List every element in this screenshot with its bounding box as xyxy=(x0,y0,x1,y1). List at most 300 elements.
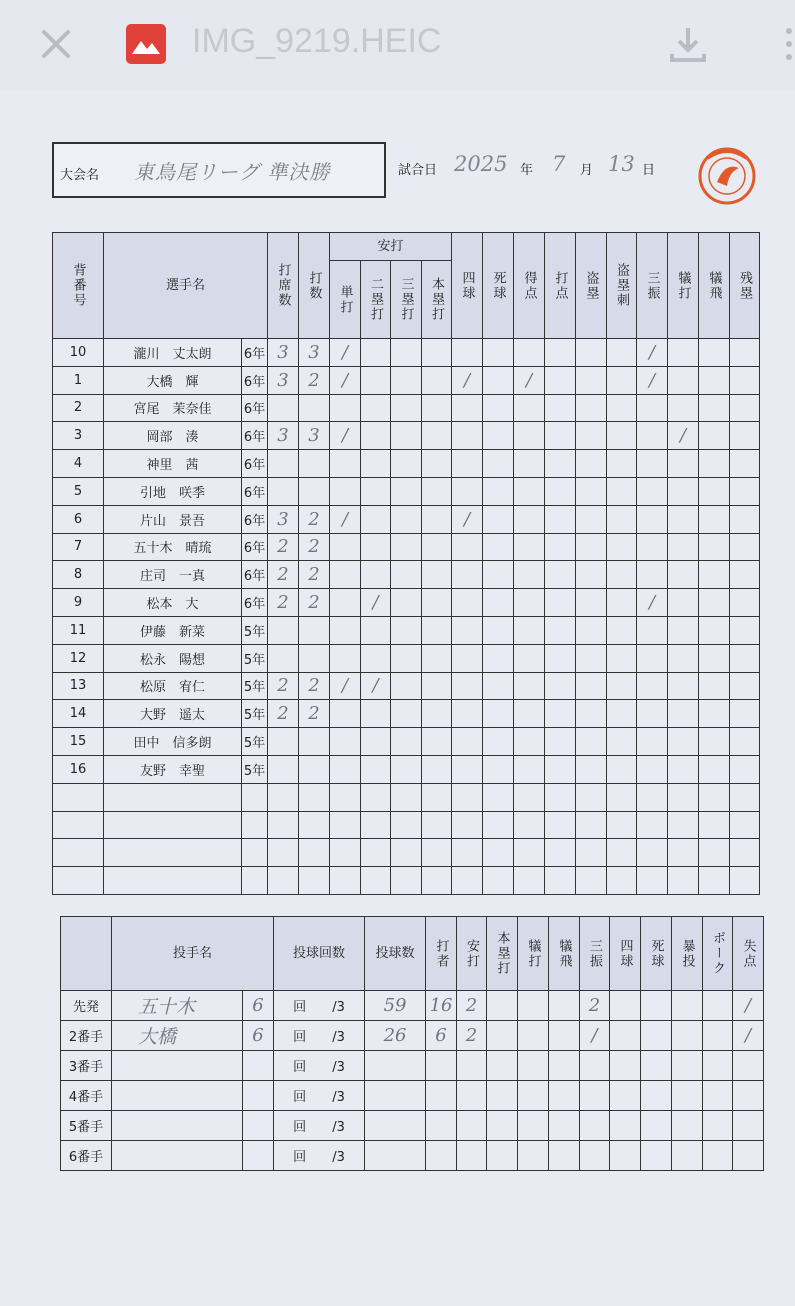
stat-cell xyxy=(607,505,637,533)
pitcher-number: 6 xyxy=(243,1021,274,1051)
stat-cell xyxy=(607,589,637,617)
tournament-name-box xyxy=(52,142,386,198)
stat-cell xyxy=(637,783,668,811)
stat-cell xyxy=(330,450,361,478)
stat-cell xyxy=(514,700,545,728)
stat-cell xyxy=(422,867,452,895)
stat-cell xyxy=(545,672,576,700)
stat-cell xyxy=(391,755,422,783)
stat-cell: / xyxy=(580,1021,610,1051)
jersey-number: 6 xyxy=(53,505,104,533)
stat-cell: / xyxy=(452,366,483,394)
jersey-number: 16 xyxy=(53,755,104,783)
stat-cell xyxy=(361,755,391,783)
inning-unit: 回 xyxy=(293,1090,307,1105)
stat-cell xyxy=(545,867,576,895)
jersey-number xyxy=(53,839,104,867)
stat-cell xyxy=(391,533,422,561)
stat-cell xyxy=(483,867,514,895)
stat-cell xyxy=(514,755,545,783)
stat-cell xyxy=(637,394,668,422)
stat-cell xyxy=(518,1111,549,1141)
jersey-number: 15 xyxy=(53,728,104,756)
stat-cell xyxy=(545,366,576,394)
stat-cell xyxy=(699,505,730,533)
stat-cell xyxy=(637,672,668,700)
table-row xyxy=(53,477,760,505)
stat-cell xyxy=(668,477,699,505)
stat-cell xyxy=(637,644,668,672)
player-name: 友野 幸聖 xyxy=(104,755,242,783)
stat-cell xyxy=(703,1111,733,1141)
player-name: 松永 陽想 xyxy=(104,644,242,672)
stat-cell xyxy=(483,672,514,700)
stat-cell xyxy=(576,728,607,756)
stat-cell xyxy=(545,394,576,422)
header-sac: 犠打 xyxy=(668,233,699,339)
stat-cell xyxy=(730,644,760,672)
stat-cell xyxy=(452,755,483,783)
stat-cell: / xyxy=(330,366,361,394)
stat-cell xyxy=(514,589,545,617)
player-name: 引地 咲季 xyxy=(104,477,242,505)
stat-cell xyxy=(549,1081,580,1111)
pitcher-number xyxy=(243,1141,274,1171)
stat-cell xyxy=(422,450,452,478)
player-grade xyxy=(242,867,268,895)
stat-cell xyxy=(514,450,545,478)
stat-cell xyxy=(576,755,607,783)
stat-cell xyxy=(703,1021,733,1051)
stat-cell xyxy=(514,616,545,644)
stat-cell xyxy=(330,561,361,589)
stat-cell xyxy=(361,450,391,478)
stat-cell xyxy=(361,533,391,561)
stat-cell xyxy=(457,1081,487,1111)
stat-cell xyxy=(576,811,607,839)
stat-cell: 2 xyxy=(268,533,299,561)
header-cs: 盗塁刺 xyxy=(607,233,637,339)
stat-cell xyxy=(637,422,668,450)
innings-pitched xyxy=(274,1081,365,1111)
jersey-number: 5 xyxy=(53,477,104,505)
stat-cell xyxy=(452,783,483,811)
stat-cell xyxy=(668,672,699,700)
stat-cell xyxy=(637,700,668,728)
stat-cell xyxy=(361,839,391,867)
stat-cell xyxy=(487,991,518,1021)
table-row xyxy=(53,644,760,672)
stat-cell xyxy=(699,728,730,756)
jersey-number: 7 xyxy=(53,533,104,561)
stat-cell xyxy=(607,450,637,478)
stat-cell xyxy=(268,839,299,867)
date-day-unit: 日 xyxy=(642,163,656,178)
stat-cell xyxy=(668,561,699,589)
player-name: 大橋 輝 xyxy=(104,366,242,394)
header-walk: 四球 xyxy=(452,233,483,339)
table-row xyxy=(53,533,760,561)
jersey-number: 9 xyxy=(53,589,104,617)
stat-cell xyxy=(637,561,668,589)
stat-cell xyxy=(730,366,760,394)
stat-cell xyxy=(607,561,637,589)
stat-cell xyxy=(580,1051,610,1081)
stat-cell xyxy=(457,1141,487,1171)
stat-cell: 6 xyxy=(426,1021,457,1051)
header-bf: 打者 xyxy=(426,917,457,991)
stat-cell xyxy=(452,644,483,672)
out-unit: /3 xyxy=(332,1060,345,1075)
table-row xyxy=(53,728,760,756)
stat-cell xyxy=(545,755,576,783)
stat-cell xyxy=(452,422,483,450)
table-row xyxy=(53,867,760,895)
pitcher-number xyxy=(243,1111,274,1141)
stat-cell xyxy=(391,561,422,589)
stat-cell xyxy=(699,700,730,728)
stat-cell xyxy=(576,839,607,867)
pitcher-name xyxy=(112,1081,243,1111)
stat-cell xyxy=(607,533,637,561)
stat-cell xyxy=(518,1081,549,1111)
stat-cell xyxy=(668,783,699,811)
stat-cell xyxy=(483,561,514,589)
stat-cell xyxy=(641,1081,672,1111)
stat-cell xyxy=(730,839,760,867)
stat-cell xyxy=(391,422,422,450)
stat-cell xyxy=(699,589,730,617)
stat-cell xyxy=(699,477,730,505)
jersey-number: 4 xyxy=(53,450,104,478)
stat-cell xyxy=(361,561,391,589)
stat-cell xyxy=(699,422,730,450)
header-role xyxy=(61,917,112,991)
table-row xyxy=(53,755,760,783)
stat-cell xyxy=(545,561,576,589)
stat-cell xyxy=(422,394,452,422)
stat-cell xyxy=(699,644,730,672)
stat-cell xyxy=(668,839,699,867)
stat-cell xyxy=(391,839,422,867)
header-hbp: 死球 xyxy=(483,233,514,339)
pitcher-role: 先発 xyxy=(61,991,112,1021)
stat-cell xyxy=(483,339,514,367)
stat-cell xyxy=(607,839,637,867)
stat-cell xyxy=(268,755,299,783)
stat-cell xyxy=(483,783,514,811)
stat-cell xyxy=(483,450,514,478)
stat-cell xyxy=(580,1141,610,1171)
stat-cell xyxy=(268,867,299,895)
stat-cell xyxy=(426,1081,457,1111)
stat-cell xyxy=(545,589,576,617)
pitcher-number xyxy=(243,1051,274,1081)
stat-cell xyxy=(422,755,452,783)
stat-cell xyxy=(576,533,607,561)
stat-cell xyxy=(699,672,730,700)
player-grade xyxy=(242,811,268,839)
stat-cell xyxy=(730,422,760,450)
stat-cell xyxy=(610,1051,641,1081)
innings-pitched xyxy=(274,1111,365,1141)
stat-cell: 2 xyxy=(268,700,299,728)
stat-cell xyxy=(422,505,452,533)
stat-cell xyxy=(607,616,637,644)
stat-cell xyxy=(699,339,730,367)
stat-cell: 2 xyxy=(299,366,330,394)
innings-pitched xyxy=(274,1021,365,1051)
stat-cell xyxy=(549,1141,580,1171)
header-ab: 打数 xyxy=(299,233,330,339)
stat-cell xyxy=(514,561,545,589)
player-grade: 5年 xyxy=(242,672,268,700)
stat-cell xyxy=(391,394,422,422)
download-icon[interactable] xyxy=(668,24,708,64)
stat-cell xyxy=(703,1141,733,1171)
stat-cell xyxy=(514,505,545,533)
stat-cell xyxy=(422,339,452,367)
header-player: 選手名 xyxy=(104,233,268,339)
stat-cell xyxy=(668,755,699,783)
header-triple: 三塁打 xyxy=(391,261,422,339)
header-rbi: 打点 xyxy=(545,233,576,339)
out-unit: /3 xyxy=(332,1120,345,1135)
player-name: 瀧川 丈太朗 xyxy=(104,339,242,367)
stat-cell xyxy=(514,783,545,811)
batting-table xyxy=(52,232,760,895)
stat-cell xyxy=(514,422,545,450)
stat-cell xyxy=(576,867,607,895)
player-name xyxy=(104,839,242,867)
stat-cell xyxy=(483,366,514,394)
header-innings: 投球回数 xyxy=(274,917,365,991)
pitcher-name xyxy=(112,1111,243,1141)
stat-cell xyxy=(330,477,361,505)
stat-cell xyxy=(730,700,760,728)
pitcher-name: 大橋 xyxy=(112,1021,243,1051)
player-name: 田中 信多朗 xyxy=(104,728,242,756)
stat-cell xyxy=(637,450,668,478)
stat-cell xyxy=(268,644,299,672)
stat-cell xyxy=(361,339,391,367)
stat-cell xyxy=(607,644,637,672)
close-icon[interactable] xyxy=(36,24,76,64)
viewer-toolbar xyxy=(0,0,795,90)
stat-cell: 2 xyxy=(299,561,330,589)
stat-cell xyxy=(330,867,361,895)
stat-cell xyxy=(452,616,483,644)
header-p-sf: 犠飛 xyxy=(549,917,580,991)
stat-cell xyxy=(549,991,580,1021)
stat-cell xyxy=(545,450,576,478)
stat-cell xyxy=(299,616,330,644)
stat-cell: / xyxy=(637,339,668,367)
stat-cell: 2 xyxy=(299,533,330,561)
pitcher-role: 2番手 xyxy=(61,1021,112,1051)
stat-cell: 3 xyxy=(268,422,299,450)
stat-cell xyxy=(452,533,483,561)
inning-unit: 回 xyxy=(293,1150,307,1165)
stat-cell xyxy=(672,1111,703,1141)
player-grade: 5年 xyxy=(242,616,268,644)
stat-cell xyxy=(576,672,607,700)
stat-cell xyxy=(576,589,607,617)
stat-cell: / xyxy=(330,339,361,367)
header-hits-group: 安打 xyxy=(330,233,452,261)
header-lob: 残塁 xyxy=(730,233,760,339)
player-name: 片山 景吾 xyxy=(104,505,242,533)
pitcher-role: 5番手 xyxy=(61,1111,112,1141)
stat-cell xyxy=(641,1111,672,1141)
stat-cell xyxy=(330,811,361,839)
stat-cell xyxy=(610,1021,641,1051)
stat-cell xyxy=(699,616,730,644)
stat-cell xyxy=(422,616,452,644)
player-name: 松原 宥仁 xyxy=(104,672,242,700)
stat-cell xyxy=(514,672,545,700)
stat-cell xyxy=(330,394,361,422)
jersey-number: 14 xyxy=(53,700,104,728)
stat-cell: / xyxy=(330,422,361,450)
stat-cell xyxy=(699,839,730,867)
stat-cell xyxy=(699,755,730,783)
jersey-number: 10 xyxy=(53,339,104,367)
stat-cell: 2 xyxy=(299,700,330,728)
stat-cell: 2 xyxy=(299,672,330,700)
stat-cell xyxy=(268,450,299,478)
stat-cell xyxy=(545,700,576,728)
stat-cell xyxy=(268,394,299,422)
stat-cell xyxy=(426,1051,457,1081)
stat-cell xyxy=(576,616,607,644)
stat-cell xyxy=(452,728,483,756)
stat-cell xyxy=(299,644,330,672)
stat-cell xyxy=(668,533,699,561)
stat-cell xyxy=(452,450,483,478)
stat-cell xyxy=(699,366,730,394)
stat-cell xyxy=(672,1141,703,1171)
stat-cell xyxy=(637,839,668,867)
stat-cell xyxy=(361,783,391,811)
stat-cell xyxy=(483,616,514,644)
stat-cell xyxy=(545,811,576,839)
stat-cell xyxy=(545,533,576,561)
stat-cell xyxy=(545,339,576,367)
stat-cell xyxy=(483,755,514,783)
stat-cell xyxy=(637,728,668,756)
stat-cell xyxy=(487,1111,518,1141)
stat-cell xyxy=(422,533,452,561)
stat-cell: / xyxy=(637,366,668,394)
stat-cell xyxy=(730,339,760,367)
stat-cell xyxy=(422,422,452,450)
stat-cell: 2 xyxy=(268,672,299,700)
stat-cell xyxy=(452,839,483,867)
stat-cell xyxy=(361,700,391,728)
stat-cell xyxy=(730,589,760,617)
stat-cell xyxy=(668,728,699,756)
pitcher-name xyxy=(112,1051,243,1081)
stat-cell xyxy=(422,783,452,811)
tournament-name: 東鳥尾リーグ 準決勝 xyxy=(134,160,331,184)
stat-cell xyxy=(730,728,760,756)
stat-cell xyxy=(733,1051,764,1081)
stat-cell xyxy=(514,477,545,505)
player-grade: 5年 xyxy=(242,755,268,783)
stat-cell xyxy=(299,477,330,505)
stat-cell xyxy=(580,1111,610,1141)
stat-cell: 2 xyxy=(580,991,610,1021)
header-sf: 犠飛 xyxy=(699,233,730,339)
stat-cell xyxy=(637,477,668,505)
stat-cell xyxy=(576,700,607,728)
header-er: 失点 xyxy=(733,917,764,991)
stat-cell xyxy=(518,991,549,1021)
header-hr: 本塁打 xyxy=(422,261,452,339)
stat-cell xyxy=(299,755,330,783)
pitch-count xyxy=(365,1081,426,1111)
jersey-number: 3 xyxy=(53,422,104,450)
jersey-number: 13 xyxy=(53,672,104,700)
stat-cell xyxy=(391,867,422,895)
stat-cell xyxy=(361,505,391,533)
jersey-number: 2 xyxy=(53,394,104,422)
stat-cell: / xyxy=(452,505,483,533)
stat-cell xyxy=(610,1111,641,1141)
table-row xyxy=(53,505,760,533)
table-row xyxy=(53,811,760,839)
stat-cell xyxy=(514,644,545,672)
stat-cell xyxy=(703,991,733,1021)
player-grade: 5年 xyxy=(242,644,268,672)
more-vertical-icon[interactable] xyxy=(786,28,795,64)
stat-cell xyxy=(610,991,641,1021)
jersey-number: 8 xyxy=(53,561,104,589)
stat-cell xyxy=(607,867,637,895)
pitcher-name xyxy=(112,1141,243,1171)
stat-cell xyxy=(483,700,514,728)
table-row xyxy=(61,1081,764,1111)
stat-cell xyxy=(607,755,637,783)
stat-cell xyxy=(637,533,668,561)
stat-cell xyxy=(391,700,422,728)
stat-cell xyxy=(268,616,299,644)
jersey-number xyxy=(53,811,104,839)
innings-pitched xyxy=(274,1051,365,1081)
stat-cell xyxy=(514,339,545,367)
table-row xyxy=(61,991,764,1021)
stat-cell xyxy=(483,839,514,867)
stat-cell xyxy=(518,1051,549,1081)
stat-cell xyxy=(607,700,637,728)
stat-cell xyxy=(730,505,760,533)
stat-cell xyxy=(607,339,637,367)
stat-cell xyxy=(299,839,330,867)
stat-cell xyxy=(733,1141,764,1171)
header-hits: 安打 xyxy=(457,917,487,991)
stat-cell xyxy=(607,783,637,811)
stat-cell xyxy=(518,1021,549,1051)
stat-cell xyxy=(391,811,422,839)
player-grade: 6年 xyxy=(242,533,268,561)
stat-cell xyxy=(361,422,391,450)
table-row xyxy=(53,672,760,700)
stat-cell xyxy=(699,867,730,895)
stat-cell xyxy=(391,783,422,811)
table-row xyxy=(53,783,760,811)
stat-cell xyxy=(730,783,760,811)
